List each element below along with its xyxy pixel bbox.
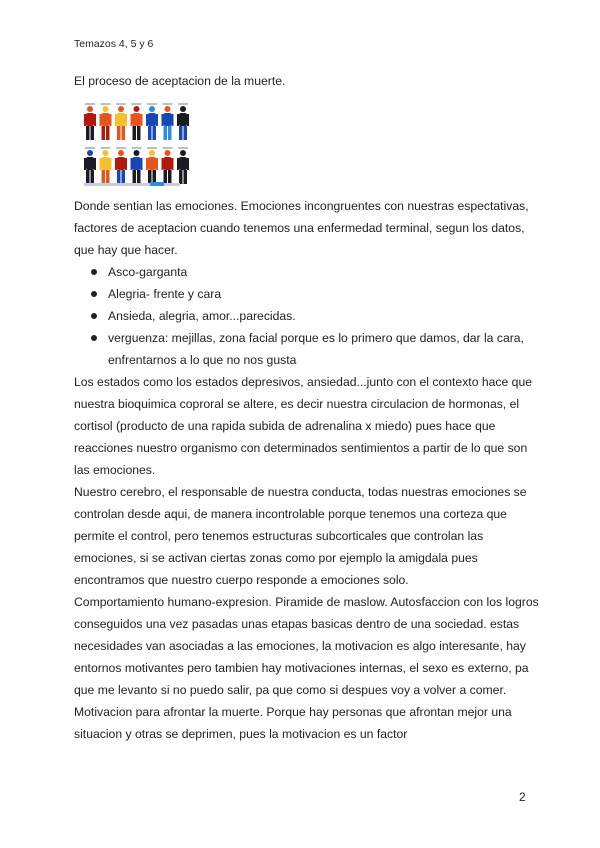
paragraph-biochemistry: Los estados como los estados depresivos, ansiedad...junto con el contexto hace que nuestra bioquimica coproral se altere, es decir nuestra circulacion de hormonas, el cortisol (producto de una rapida subida de adrenalina x miedo) pues hace que reacciones nuestro organismo con determinados sentimientos a partir de lo que son las emociones. bbox=[74, 375, 533, 477]
body-silhouette bbox=[131, 103, 143, 140]
paragraph-intro: Donde sentian las emociones. Emociones incongruentes con nuestras espectativas, factores de aceptacion cuando tenemos una enfermedad terminal, segun los datos, que hay que hacer. bbox=[74, 199, 529, 257]
body-silhouette bbox=[162, 147, 174, 184]
body-silhouette bbox=[146, 103, 158, 140]
paragraph-brain: Nuestro cerebro, el responsable de nuestra conducta, todas nuestras emociones se controlan desde aqui, de manera incontrolable porque tenemos una corteza que permite el control, pero tenemos estructuras subcorticales que controlan las emociones, si se activan ciertas zonas como por ejemplo la amigdala pues encontramos que nuestro cuerpo responde a emociones solo. bbox=[74, 485, 527, 587]
body-silhouette bbox=[131, 147, 143, 184]
body-silhouette bbox=[146, 147, 158, 184]
emotion-location-list bbox=[74, 261, 544, 371]
color-scale-marker bbox=[150, 182, 164, 186]
body-silhouette bbox=[100, 147, 112, 184]
page-number: 2 bbox=[519, 790, 526, 804]
list-item: Asco-garganta bbox=[108, 261, 544, 283]
section-title: El proceso de aceptacion de la muerte. bbox=[74, 74, 286, 88]
list-item: verguenza: mejillas, zona facial porque es lo primero que damos, dar la cara, enfrentarnos a lo que no nos gusta bbox=[108, 327, 544, 371]
paragraph-motivation: Comportamiento humano-expresion. Piramide de maslow. Autosfaccion con los logros conseguidos una vez pasadas unas etapas basicas dentro de una sociedad. estas necesidades van asociadas a las emociones, la motivacion es algo interesante, hay entornos motivantes pero tambien hay motivaciones internas, el sexo es externo, pa que me levanto si no puedo salir, pa que como si despues voy a volver a comer. Motivacion para afrontar la muerte. Porque hay personas que afrontan mejor una situacion y otras se deprimen, pues la motivacion es un factor bbox=[74, 595, 539, 741]
body-silhouette bbox=[177, 103, 189, 140]
body-silhouette bbox=[177, 147, 189, 184]
list-item: Ansieda, alegria, amor...parecidas. bbox=[108, 305, 544, 327]
body-silhouette bbox=[115, 147, 127, 184]
list-item: Alegria- frente y cara bbox=[108, 283, 544, 305]
body-silhouette bbox=[84, 147, 96, 184]
body-emotion-map-image bbox=[82, 99, 192, 189]
body-emotion-map-figure bbox=[82, 99, 192, 189]
page-header: Temazos 4, 5 y 6 bbox=[74, 38, 154, 50]
color-scale-bar bbox=[84, 183, 180, 186]
body-silhouette bbox=[100, 103, 112, 140]
body-silhouette bbox=[115, 103, 127, 140]
page-content bbox=[74, 70, 544, 745]
body-silhouette bbox=[84, 103, 96, 140]
body-silhouette bbox=[162, 103, 174, 140]
